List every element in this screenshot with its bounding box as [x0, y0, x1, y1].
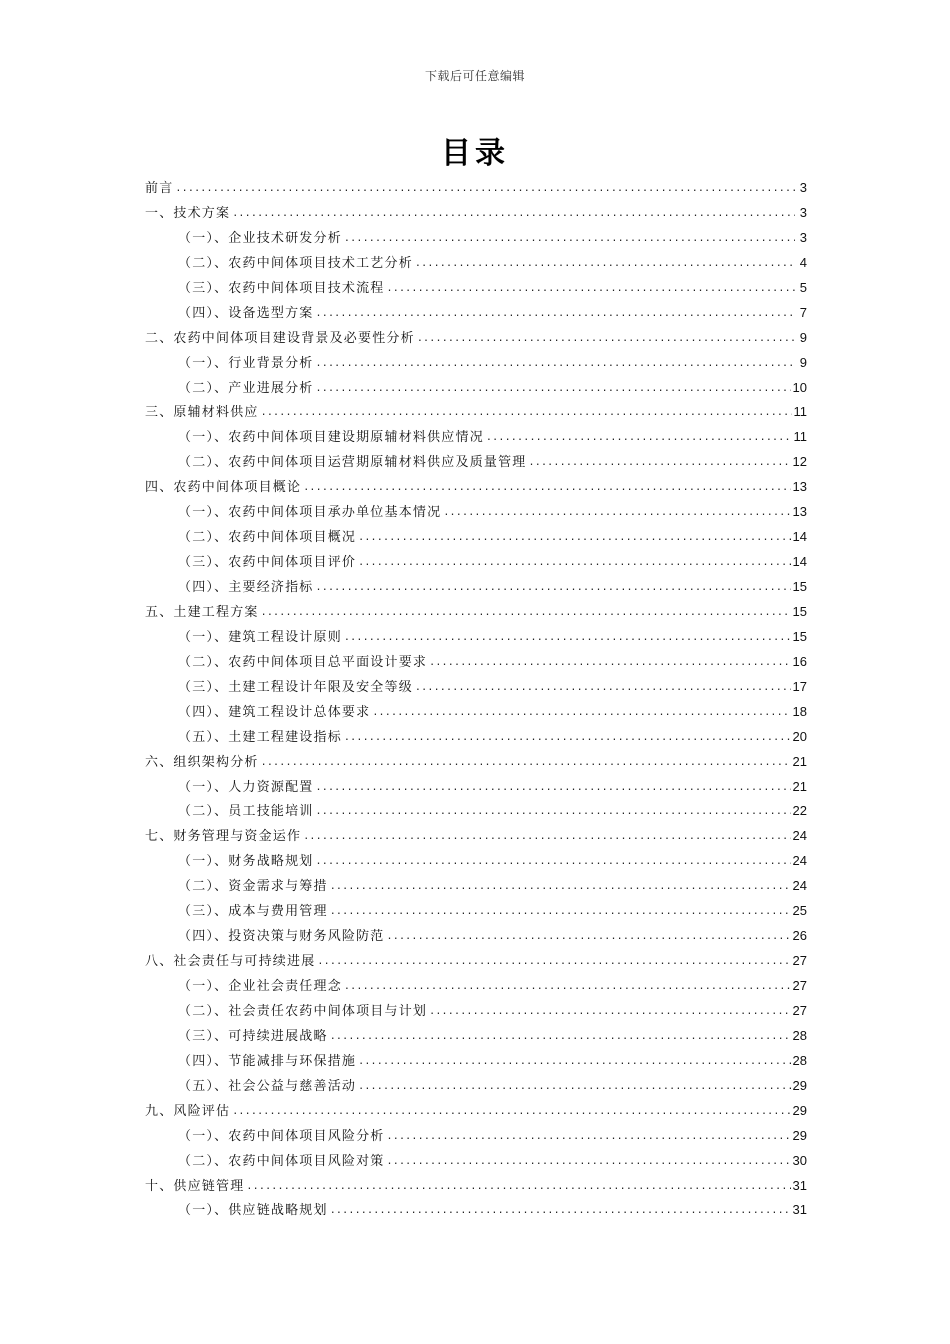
dot-leader [316, 800, 791, 825]
dot-leader [330, 1025, 791, 1050]
toc-section-link[interactable] [145, 575, 807, 600]
toc-entry-label: 五、土建工程方案 [145, 604, 259, 620]
dot-leader [261, 401, 792, 426]
toc-entry-label: （一）、农药中间体项目风险分析 [178, 1128, 385, 1144]
toc-page-number: 18 [792, 703, 807, 719]
toc-page-number: 3 [799, 204, 807, 220]
toc-section-link[interactable] [145, 974, 807, 999]
dot-leader [372, 701, 790, 726]
toc-page-number: 15 [792, 628, 807, 644]
dot-leader [358, 551, 790, 576]
toc-page-number: 4 [799, 254, 807, 270]
toc-section-link[interactable] [145, 849, 807, 874]
dot-leader [317, 950, 790, 975]
toc-page-number: 20 [792, 728, 807, 744]
toc-page-number: 14 [792, 554, 807, 570]
dot-leader [387, 1150, 791, 1175]
toc-section-link[interactable] [145, 650, 807, 675]
dot-leader [344, 726, 791, 751]
toc-page-number: 24 [792, 878, 807, 894]
toc-page-number: 27 [792, 1002, 807, 1018]
toc-section-link[interactable] [145, 874, 807, 899]
toc-chapter-link[interactable] [145, 824, 807, 849]
page-title: 目录 [441, 136, 509, 171]
toc-section-link[interactable] [145, 301, 807, 326]
toc-section-link[interactable] [145, 1198, 807, 1223]
toc-entry-label: 三、原辅材料供应 [145, 405, 259, 421]
toc-chapter-link[interactable] [145, 1099, 807, 1124]
toc-entry-label: （三）、成本与费用管理 [178, 904, 328, 920]
toc-entry-label: 六、组织架构分析 [145, 754, 259, 770]
toc-section-link[interactable] [145, 1049, 807, 1074]
dot-leader [358, 1075, 790, 1100]
toc-section-link[interactable] [145, 450, 807, 475]
dot-leader [344, 227, 795, 252]
toc-section-link[interactable] [145, 675, 807, 700]
dot-leader [316, 302, 795, 327]
toc-section-link[interactable] [145, 1024, 807, 1049]
dot-leader [232, 1100, 790, 1125]
dot-leader [246, 1175, 790, 1200]
dot-leader [443, 501, 790, 526]
toc-page-number: 22 [792, 803, 807, 819]
toc-entry-label: （三）、可持续进展战略 [178, 1028, 328, 1044]
dot-leader [316, 352, 795, 377]
toc-entry-label: （一）、财务战略规划 [178, 854, 314, 870]
toc-page-number: 29 [792, 1102, 807, 1118]
toc-chapter-link[interactable] [145, 400, 807, 425]
dot-leader [316, 776, 791, 801]
toc-section-link[interactable] [145, 799, 807, 824]
toc-page-number: 29 [792, 1127, 807, 1143]
toc-section-link[interactable] [145, 1149, 807, 1174]
dot-leader [344, 975, 791, 1000]
dot-leader [486, 426, 792, 451]
toc-chapter-link[interactable] [145, 201, 807, 226]
toc-entry-label: （一）、企业社会责任理念 [178, 979, 342, 994]
dot-leader [429, 1000, 790, 1025]
toc-page-number: 25 [792, 903, 807, 919]
toc-section-link[interactable] [145, 775, 807, 800]
toc-page-number: 28 [792, 1052, 807, 1068]
dot-leader [330, 900, 791, 925]
toc-page-number: 9 [799, 354, 807, 370]
toc-section-link[interactable] [145, 351, 807, 376]
toc-section-link[interactable] [145, 276, 807, 301]
dot-leader [358, 1050, 790, 1075]
toc-chapter-link[interactable] [145, 176, 807, 201]
toc-section-link[interactable] [145, 1124, 807, 1149]
dot-leader [429, 651, 790, 676]
toc-entry-label: （一）、供应链战略规划 [178, 1203, 328, 1219]
toc-entry-label: 一、技术方案 [145, 205, 231, 221]
toc-page-number: 17 [792, 678, 807, 694]
toc-chapter-link[interactable] [145, 949, 807, 974]
toc-entry-label: （三）、农药中间体项目技术流程 [178, 280, 385, 296]
dot-leader [232, 202, 795, 227]
toc-entry-label: （三）、农药中间体项目评价 [178, 555, 357, 571]
toc-entry-label: （二）、农药中间体项目概况 [178, 530, 357, 546]
toc-page-number: 3 [799, 229, 807, 245]
toc-entry-label: 前言 [145, 181, 174, 196]
header-note: 下载后可任意编辑 [424, 69, 525, 83]
toc-section-link[interactable] [145, 899, 807, 924]
toc-entry-label: （一）、人力资源配置 [178, 779, 314, 795]
dot-leader [316, 377, 791, 402]
dot-leader [417, 327, 795, 352]
dot-leader [387, 925, 791, 950]
toc-page-number: 31 [792, 1202, 807, 1218]
toc-entry-label: （一）、企业技术研发分析 [178, 230, 342, 246]
toc-page-number: 3 [799, 180, 807, 195]
toc-entry-label: 二、农药中间体项目建设背景及必要性分析 [145, 330, 415, 346]
toc-page-number: 7 [799, 304, 807, 320]
toc-page-number: 21 [792, 778, 807, 794]
toc-chapter-link[interactable] [145, 475, 807, 500]
toc-chapter-link[interactable] [145, 600, 807, 625]
toc-entry-label: （五）、社会公益与慈善活动 [178, 1078, 357, 1094]
toc-entry-label: 九、风险评估 [145, 1103, 231, 1119]
toc-entry-label: （一）、建筑工程设计原则 [178, 629, 342, 645]
toc-section-link[interactable] [145, 725, 807, 750]
toc-entry-label: （四）、节能减排与环保措施 [178, 1053, 357, 1069]
toc-section-link[interactable] [145, 625, 807, 650]
toc-page-number: 24 [792, 828, 807, 844]
dot-leader [175, 177, 795, 202]
dot-leader [261, 601, 791, 626]
toc-page-number: 24 [792, 853, 807, 869]
toc-section-link[interactable] [145, 999, 807, 1024]
toc-entry-label: 七、财务管理与资金运作 [145, 829, 302, 845]
toc-page-number: 12 [792, 454, 807, 470]
toc-section-link[interactable] [145, 525, 807, 550]
toc-entry-label: 四、农药中间体项目概论 [145, 480, 302, 496]
toc-section-link[interactable] [145, 251, 807, 276]
dot-leader [330, 1199, 791, 1224]
toc-entry-label: （三）、土建工程设计年限及安全等级 [178, 679, 413, 695]
toc-entry-label: （二）、农药中间体项目技术工艺分析 [178, 255, 413, 271]
toc-page-number: 14 [792, 529, 807, 545]
toc-section-link[interactable] [145, 226, 807, 251]
dot-leader [529, 451, 791, 476]
toc-entry-label: （二）、农药中间体项目总平面设计要求 [178, 654, 428, 670]
toc-chapter-link[interactable] [145, 326, 807, 351]
toc-page-number: 26 [792, 928, 807, 944]
toc-entry-label: （四）、设备选型方案 [178, 305, 314, 321]
toc-page-number: 27 [792, 953, 807, 969]
toc-entry-label: （二）、社会责任农药中间体项目与计划 [178, 1003, 428, 1019]
toc-section-link[interactable] [145, 1074, 807, 1099]
toc-entry-label: （四）、主要经济指标 [178, 580, 314, 595]
toc-chapter-link[interactable] [145, 750, 807, 775]
toc-page-number: 15 [792, 579, 807, 594]
toc-page-number: 5 [799, 279, 807, 295]
dot-leader [415, 252, 795, 277]
toc-entry-label: （二）、员工技能培训 [178, 804, 314, 820]
toc-page-number: 16 [792, 653, 807, 669]
toc-page-number: 28 [792, 1027, 807, 1043]
toc-entry-label: （四）、建筑工程设计总体要求 [178, 704, 371, 720]
toc-entry-label: （一）、农药中间体项目承办单位基本情况 [178, 505, 442, 521]
toc-page-number: 11 [793, 429, 807, 445]
dot-leader [415, 676, 791, 701]
toc-entry-label: （二）、农药中间体项目风险对策 [178, 1153, 385, 1169]
dot-leader [303, 825, 790, 850]
dot-leader [358, 526, 790, 551]
toc-page-number: 27 [792, 978, 807, 993]
toc-page-number: 13 [792, 479, 807, 495]
toc-entry-label: （一）、农药中间体项目建设期原辅材料供应情况 [178, 430, 484, 446]
toc-page-number: 31 [792, 1177, 807, 1193]
toc-section-link[interactable] [145, 700, 807, 725]
dot-leader [330, 875, 791, 900]
toc-page-number: 10 [792, 379, 807, 395]
toc-entry-label: （四）、投资决策与财务风险防范 [178, 929, 385, 945]
toc-entry-label: 十、供应链管理 [145, 1178, 245, 1194]
toc-entry-label: （二）、产业进展分析 [178, 380, 314, 396]
dot-leader [387, 1125, 791, 1150]
dot-leader [316, 850, 791, 875]
dot-leader [261, 751, 791, 776]
toc-chapter-link[interactable] [145, 1174, 807, 1199]
table-of-contents [145, 176, 807, 1223]
toc-entry-label: （二）、资金需求与筹措 [178, 879, 328, 895]
toc-page-number: 11 [793, 404, 807, 420]
toc-page-number: 15 [792, 603, 807, 619]
dot-leader [303, 476, 790, 501]
toc-section-link[interactable] [145, 550, 807, 575]
toc-page-number: 21 [792, 753, 807, 769]
toc-entry-label: 八、社会责任与可持续进展 [145, 954, 316, 970]
toc-page-number: 9 [799, 329, 807, 345]
toc-section-link[interactable] [145, 425, 807, 450]
toc-section-link[interactable] [145, 376, 807, 401]
toc-page-number: 13 [792, 504, 807, 520]
dot-leader [344, 626, 791, 651]
toc-page-number: 29 [792, 1077, 807, 1093]
toc-entry-label: （二）、农药中间体项目运营期原辅材料供应及质量管理 [178, 455, 527, 471]
toc-entry-label: （五）、土建工程建设指标 [178, 729, 342, 745]
toc-section-link[interactable] [145, 924, 807, 949]
dot-leader [387, 277, 795, 302]
toc-entry-label: （一）、行业背景分析 [178, 355, 314, 371]
toc-page-number: 30 [792, 1152, 807, 1168]
dot-leader [316, 576, 791, 601]
toc-section-link[interactable] [145, 500, 807, 525]
